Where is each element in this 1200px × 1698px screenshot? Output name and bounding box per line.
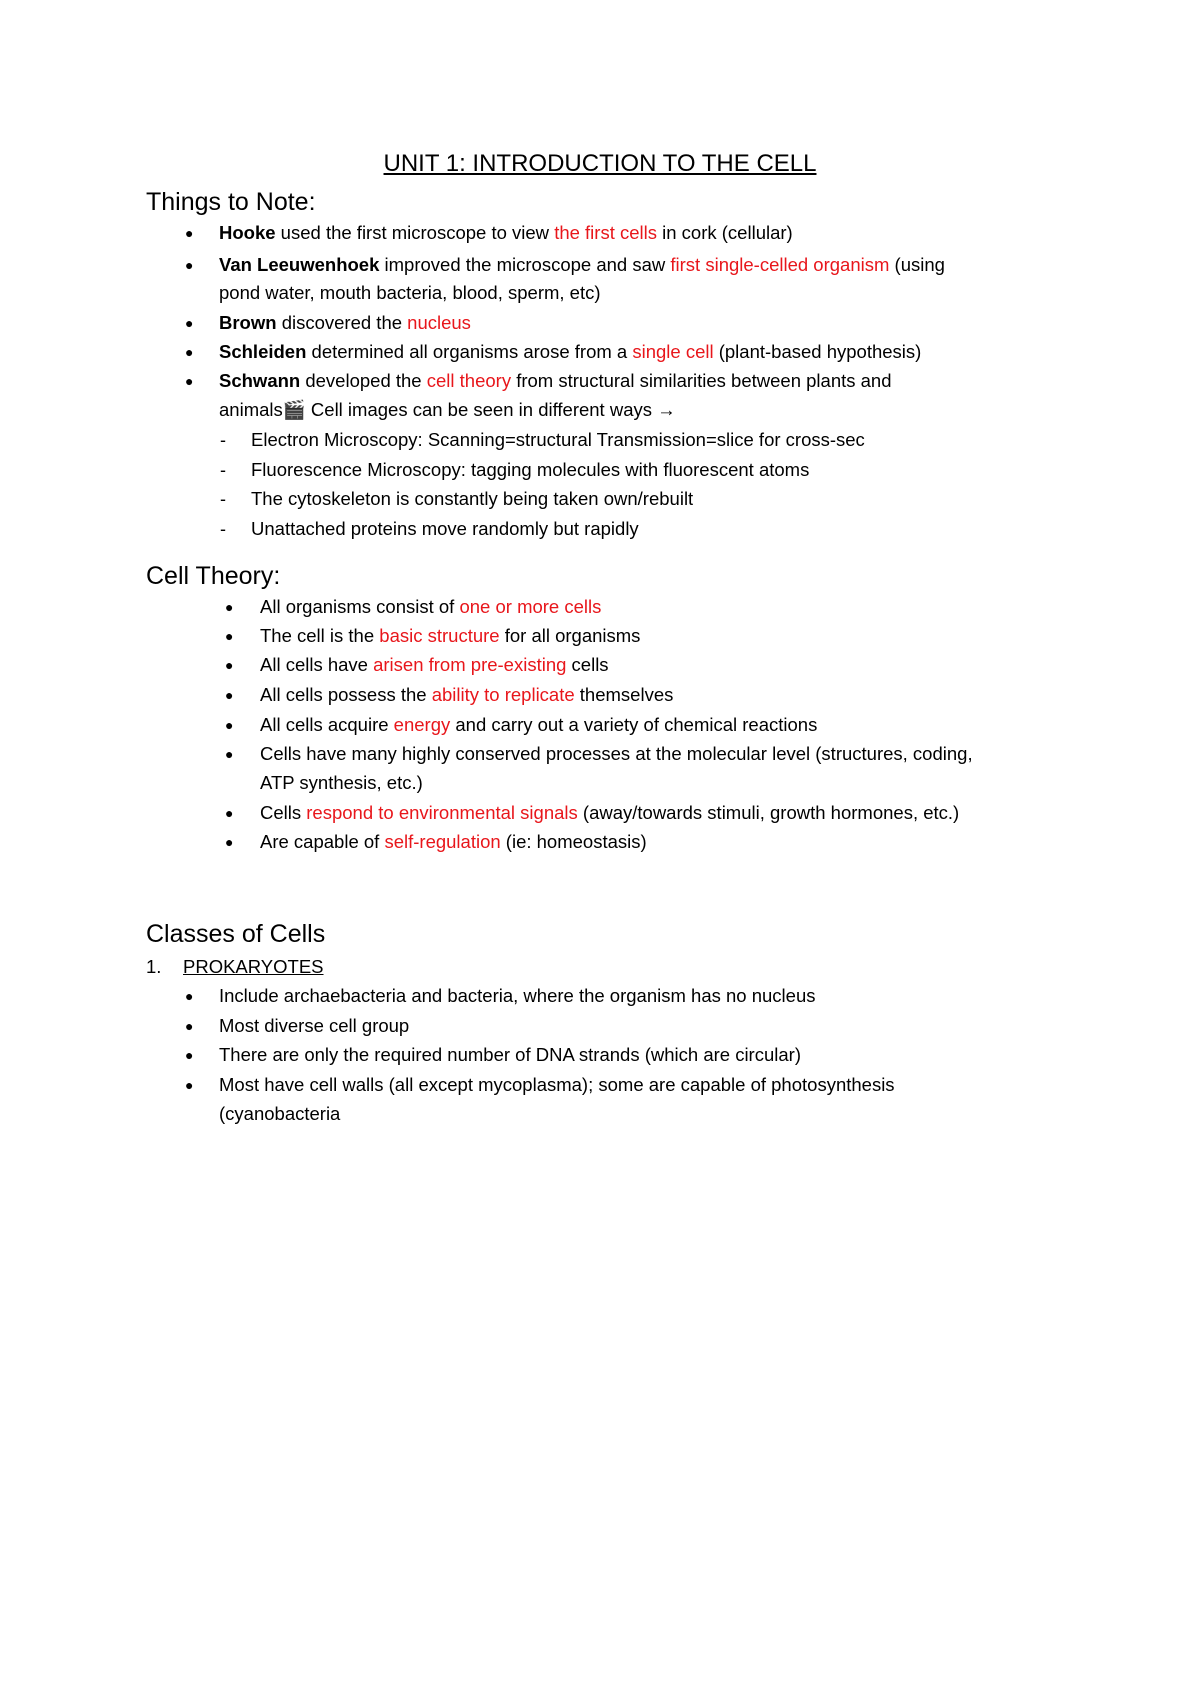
- list-item: Most have cell walls (all except mycoplasma); some are capable of photosynthesis: [219, 1074, 895, 1095]
- bullet-icon: ●: [225, 599, 234, 615]
- list-item: Cells respond to environmental signals (away/towards stimuli, growth hormones, etc.): [260, 802, 960, 823]
- bold-term: Schleiden: [219, 341, 307, 362]
- dash-marker: -: [220, 430, 226, 450]
- dash-item: Unattached proteins move randomly but rapidly: [251, 518, 639, 539]
- bold-term: Brown: [219, 312, 277, 333]
- dash-marker: -: [220, 489, 226, 509]
- bullet-icon: ●: [185, 344, 194, 360]
- list-item: Most diverse cell group: [219, 1015, 410, 1036]
- highlight-text: first single-celled organism: [670, 254, 890, 275]
- bold-term: Hooke: [219, 222, 276, 243]
- list-item: Van Leeuwenhoek improved the microscope and saw first single-celled organism (using: [219, 254, 945, 275]
- bullet-icon: ●: [185, 257, 194, 273]
- dash-item: Fluorescence Microscopy: tagging molecules with fluorescent atoms: [251, 459, 810, 480]
- list-item-continuation: pond water, mouth bacteria, blood, sperm, etc): [219, 282, 601, 303]
- list-item: All cells acquire energy and carry out a variety of chemical reactions: [260, 714, 818, 735]
- list-item-continuation: ATP synthesis, etc.): [260, 772, 423, 793]
- bullet-icon: ●: [225, 805, 234, 821]
- highlight-text: self-regulation: [384, 831, 501, 852]
- list-item: Schleiden determined all organisms arose from a single cell (plant-based hypothesis): [219, 341, 922, 362]
- list-number: 1.: [146, 956, 162, 977]
- section-heading-classes: Classes of Cells: [146, 920, 326, 948]
- bullet-icon: ●: [225, 628, 234, 644]
- list-item: All cells have arisen from pre-existing cells: [260, 654, 609, 675]
- bullet-icon: ●: [185, 225, 194, 241]
- highlight-text: single cell: [632, 341, 714, 362]
- numbered-item-label: PROKARYOTES: [183, 956, 324, 977]
- bullet-icon: ●: [185, 1077, 194, 1093]
- list-item: All organisms consist of one or more cells: [260, 596, 602, 617]
- bullet-icon: ●: [225, 717, 234, 733]
- section-heading-notes: Things to Note:: [146, 188, 316, 216]
- list-item: The cell is the basic structure for all organisms: [260, 625, 641, 646]
- bold-term: Schwann: [219, 370, 301, 391]
- list-item: There are only the required number of DNA strands (which are circular): [219, 1044, 801, 1065]
- bullet-icon: ●: [225, 834, 234, 850]
- bullet-icon: ●: [185, 373, 194, 389]
- dash-marker: -: [220, 519, 226, 539]
- highlight-text: nucleus: [407, 312, 471, 333]
- highlight-text: one or more cells: [459, 596, 602, 617]
- highlight-text: energy: [393, 714, 451, 735]
- dash-item: The cytoskeleton is constantly being taken own/rebuilt: [251, 488, 694, 509]
- bullet-icon: ●: [185, 988, 194, 1004]
- section-heading-theory: Cell Theory:: [146, 562, 281, 590]
- bold-term: Van Leeuwenhoek: [219, 254, 380, 275]
- highlight-text: respond to environmental signals: [306, 802, 578, 823]
- list-item: All cells possess the ability to replicate themselves: [260, 684, 674, 705]
- bullet-icon: ●: [185, 1018, 194, 1034]
- page-title: UNIT 1: INTRODUCTION TO THE CELL: [383, 150, 817, 177]
- dash-item: Electron Microscopy: Scanning=structural Transmission=slice for cross-sec: [251, 429, 865, 450]
- list-item: Include archaebacteria and bacteria, where the organism has no nucleus: [219, 985, 816, 1006]
- bullet-icon: ●: [225, 746, 234, 762]
- dash-marker: -: [220, 460, 226, 480]
- list-item: Schwann developed the cell theory from structural similarities between plants and: [219, 370, 892, 391]
- highlight-text: ability to replicate: [431, 684, 575, 705]
- list-item: Are capable of self-regulation (ie: homeostasis): [260, 831, 647, 852]
- bullet-icon: ●: [185, 1047, 194, 1063]
- list-item-continuation: animals🎬 Cell images can be seen in different ways →: [219, 399, 676, 420]
- bullet-icon: ●: [185, 315, 194, 331]
- highlight-text: the first cells: [554, 222, 657, 243]
- highlight-text: cell theory: [426, 370, 512, 391]
- highlight-text: arisen from pre-existing: [373, 654, 567, 675]
- bullet-icon: ●: [225, 687, 234, 703]
- list-item-continuation: (cyanobacteria: [219, 1103, 341, 1124]
- bullet-icon: ●: [225, 657, 234, 673]
- list-item: Brown discovered the nucleus: [219, 312, 471, 333]
- list-item: Hooke used the first microscope to view the first cells in cork (cellular): [219, 222, 793, 243]
- list-item: Cells have many highly conserved processes at the molecular level (structures, coding,: [260, 743, 973, 764]
- highlight-text: basic structure: [379, 625, 500, 646]
